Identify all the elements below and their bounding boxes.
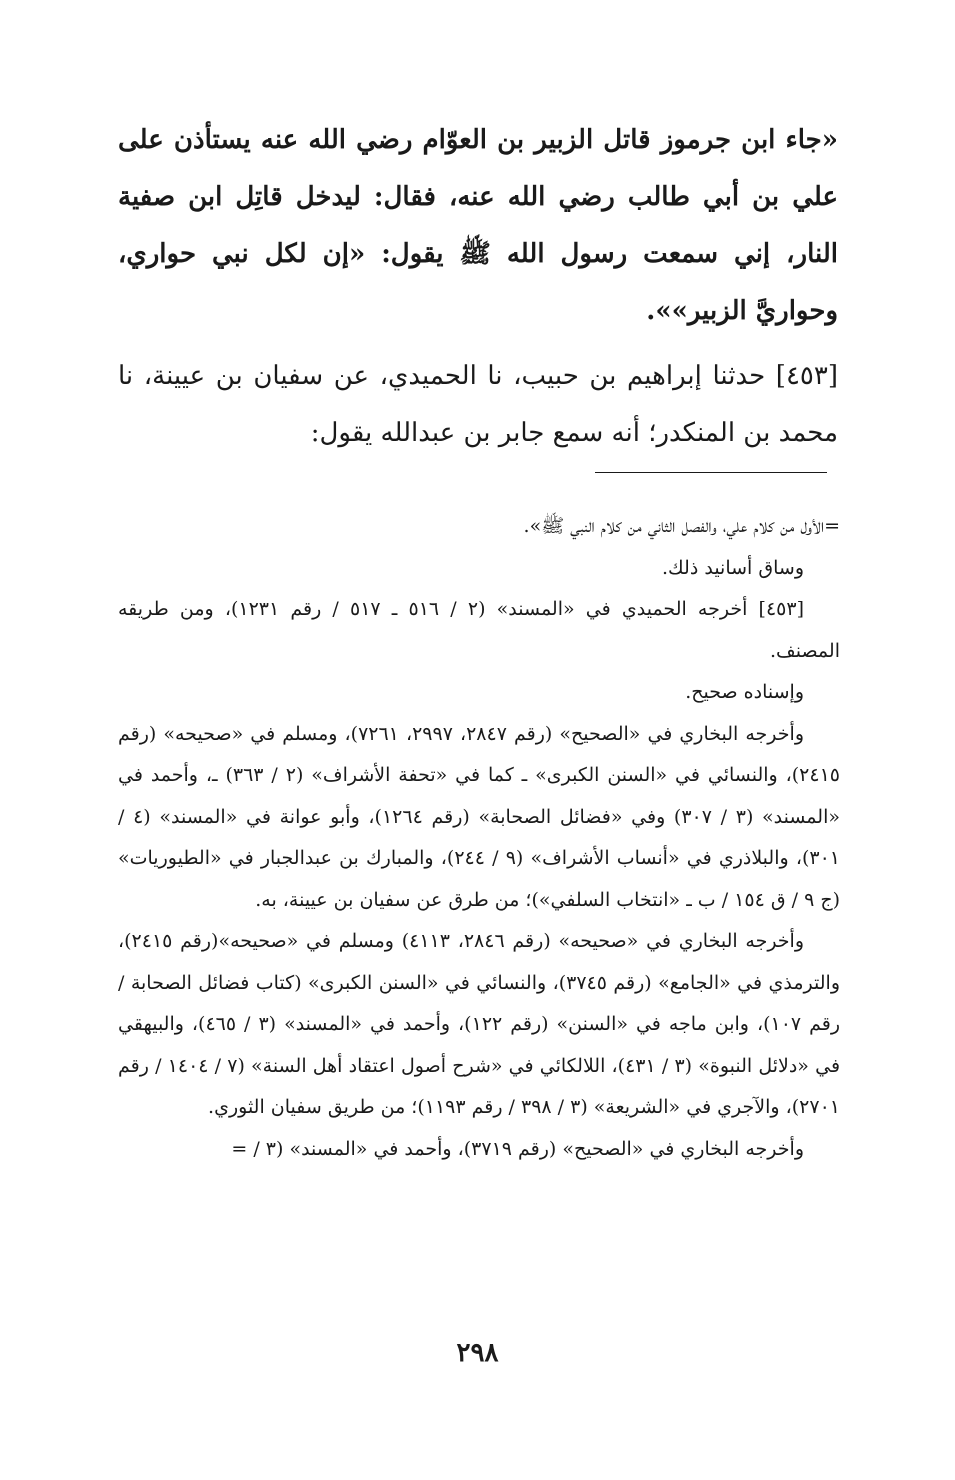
footnote-line: وإسناده صحيح. [685, 681, 804, 703]
footnotes [118, 506, 840, 1170]
page-number: ٢٩٨ [456, 1338, 499, 1368]
footnote-453: [٤٥٣] أخرجه الحميدي في «المسند» (٢ / ٥١٦ ـ ٥١٧ / رقم ١٢٣١)، ومن طريقه المصنف. [118, 598, 840, 662]
footnote-line: وأخرجه البخاري في «صحيحه» (رقم ٢٨٤٦، ٤١١٣) ومسلم في «صحيحه»(رقم ٢٤١٥)، والترمذي في «الجامع» (رقم ٣٧٤٥)، والنسائي في «السنن الكبرى» (كتاب فضائل الصحابة / رقم ١٠٧)، وابن ماجه في «السنن» (رقم ١٢٢)، وأحمد في «المسند» (٣ / ٤٦٥)، والبيهقي في «دلائل النبوة» (٣ / ٤٣١)، اللالكائي في «شرح أصول اعتقاد أهل السنة» (٧ / ١٤٠٤ / رقم ٢٧٠١)، والآجري في «الشريعة» (٣ / ٣٩٨ / رقم ١١٩٣)؛ من طريق سفيان الثوري. [118, 930, 841, 1118]
footnote-line: وساق أسانيد ذلك. [662, 556, 804, 579]
footnote-continuation: =الأول من كلام علي، والفصل الثاني من كلام النبي ﷺ». [523, 515, 840, 537]
footnote-line: وأخرجه البخاري في «الصحيح» (رقم ٢٨٤٧، ٢٩٩٧، ٧٢٦١)، ومسلم في «صحيحه» (رقم ٢٤١٥)، والنسائي في «السنن الكبرى» ـ كما في «تحفة الأشراف» (٢ / ٣٦٣) ـ، وأحمد في «المسند» (٣ / ٣٠٧) وفي «فضائل الصحابة» (رقم ١٢٦٤)، وأبو عوانة في «المسند» (٤ / ٣٠١)، والبلاذري في «أنساب الأشراف» (٩ / ٢٤٤)، والمبارك بن عبدالجبار في «الطيوريات» (ج ٩ / ق ١٥٤ / ب ـ «انتخاب السلفي»)؛ من طرق عن سفيان بن عيينة، به. [118, 722, 840, 911]
footnote-line: وأخرجه البخاري في «الصحيح» (رقم ٣٧١٩)، وأحمد في «المسند» (٣ / = [231, 1137, 804, 1160]
quote-paragraph: «جاء ابن جرموز قاتل الزبير بن العوّام رضي الله عنه يستأذن على علي بن أبي طالب رضي الله عنه، فقال: ليدخل قاتِل ابن صفية النار، إني سمعت رسول الله ﷺ يقول: «إن لكل نبي حواري، وحواريَّ الزبير»». [118, 125, 838, 326]
hadith-453-paragraph: [٤٥٣] حدثنا إبراهيم بن حبيب، نا الحميدي، عن سفيان بن عيينة، نا محمد بن المنكدر؛ أنه سمع جابر بن عبدالله يقول: [118, 361, 838, 448]
main-text [118, 112, 838, 462]
footnote-divider [595, 472, 827, 473]
